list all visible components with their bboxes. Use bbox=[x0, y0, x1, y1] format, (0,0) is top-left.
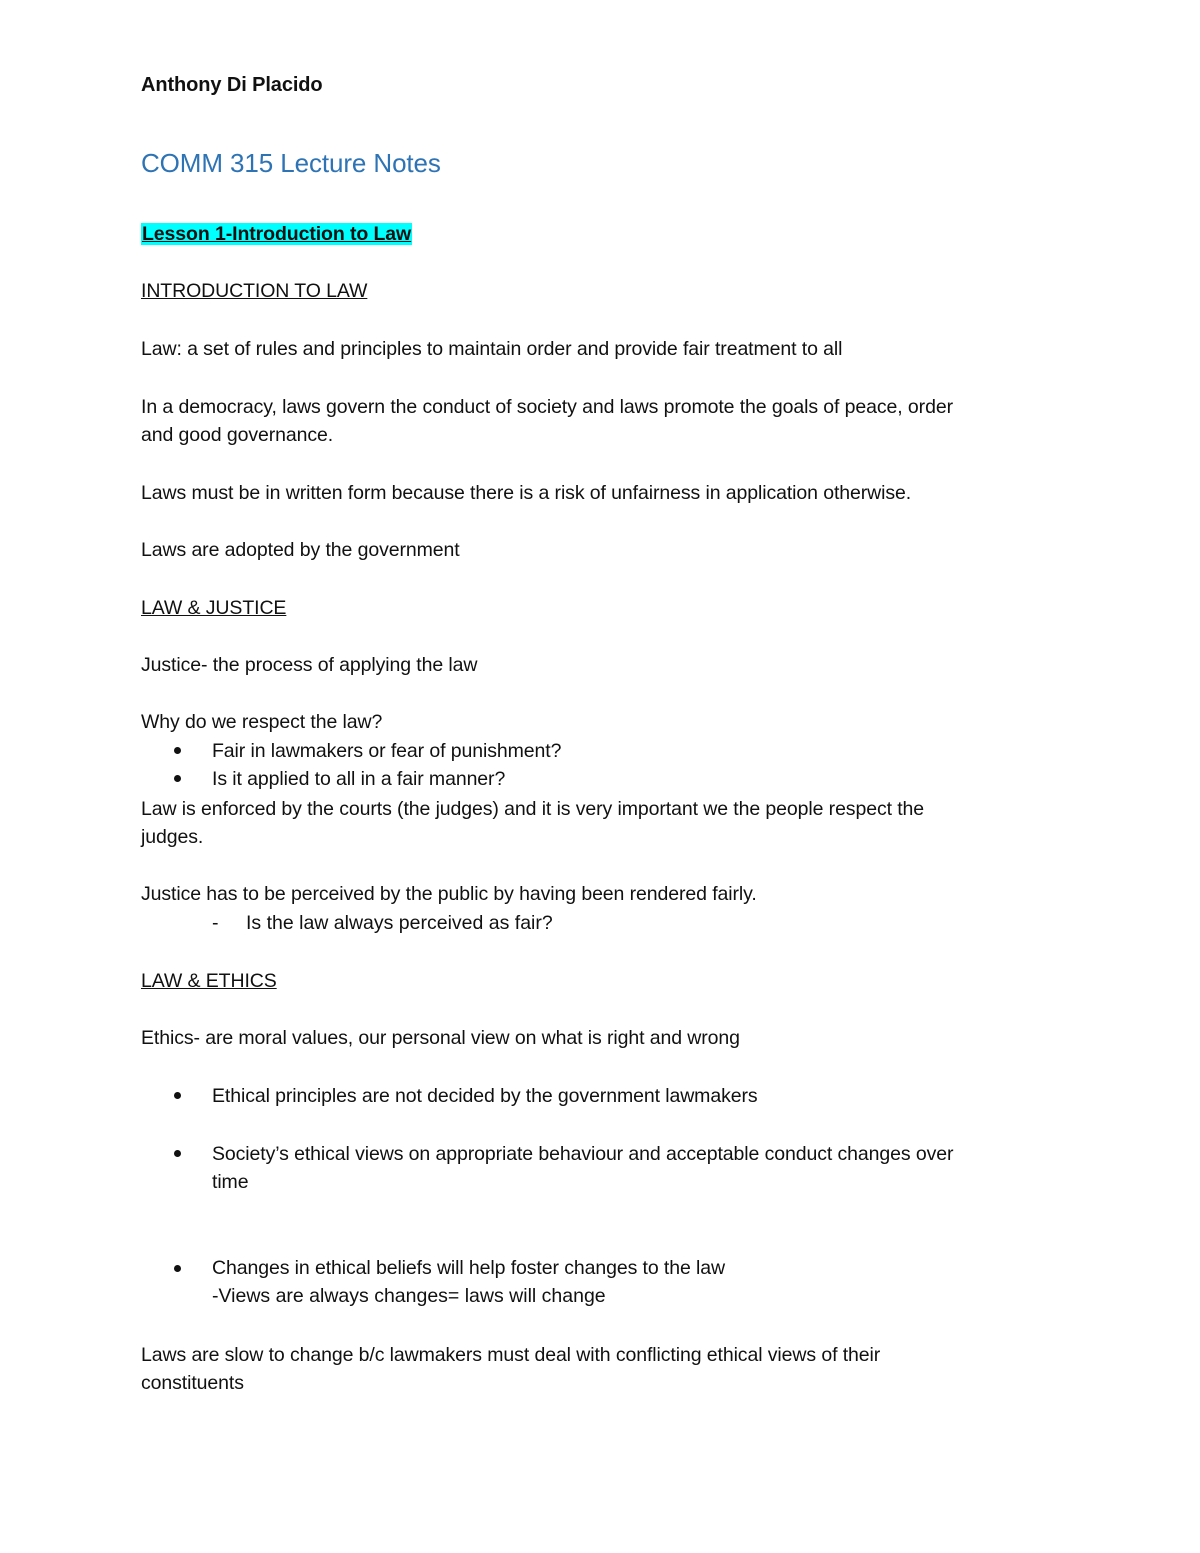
document-title: COMM 315 Lecture Notes bbox=[141, 148, 441, 178]
paragraph-slow-change-line2: constituents bbox=[141, 1372, 244, 1394]
paragraph-written-form: Laws must be in written form because there is a risk of unfairness in application otherwise. bbox=[141, 482, 912, 504]
paragraph-democracy-line1: In a democracy, laws govern the conduct of society and laws promote the goals of peace, order bbox=[141, 396, 953, 418]
paragraph-courts-line1: Law is enforced by the courts (the judges) and it is very important we the people respect the bbox=[141, 798, 925, 820]
bullet-icon bbox=[174, 1150, 181, 1157]
bullet-icon bbox=[174, 1092, 181, 1099]
list-item-society-views-line2: time bbox=[212, 1171, 249, 1193]
list-item-society-views-line1: Society’s ethical views on appropriate behaviour and acceptable conduct changes over bbox=[212, 1143, 954, 1165]
list-item-not-decided: Ethical principles are not decided by the government lawmakers bbox=[212, 1085, 758, 1107]
dash-marker: - bbox=[212, 912, 219, 934]
list-item-applied-fairly: Is it applied to all in a fair manner? bbox=[212, 768, 506, 790]
list-item-views-change: -Views are always changes= laws will change bbox=[212, 1285, 606, 1307]
section-heading-ethics: LAW & ETHICS bbox=[141, 970, 277, 992]
section-heading-introduction: INTRODUCTION TO LAW bbox=[141, 280, 368, 302]
paragraph-adopted: Laws are adopted by the government bbox=[141, 539, 460, 561]
list-item-perceived-fair: Is the law always perceived as fair? bbox=[246, 912, 553, 934]
paragraph-ethics-definition: Ethics- are moral values, our personal view on what is right and wrong bbox=[141, 1027, 740, 1049]
section-heading-justice: LAW & JUSTICE bbox=[141, 597, 287, 619]
list-item-changes-beliefs: Changes in ethical beliefs will help foster changes to the law bbox=[212, 1257, 726, 1279]
paragraph-slow-change-line1: Laws are slow to change b/c lawmakers must deal with conflicting ethical views of their bbox=[141, 1344, 881, 1366]
bullet-icon bbox=[174, 1265, 181, 1272]
list-item-fair-lawmakers: Fair in lawmakers or fear of punishment? bbox=[212, 740, 562, 762]
bullet-icon bbox=[174, 775, 181, 782]
lesson-heading-wrap bbox=[141, 220, 412, 248]
bullet-icon bbox=[174, 747, 181, 754]
paragraph-justice-definition: Justice- the process of applying the law bbox=[141, 654, 478, 676]
author-name: Anthony Di Placido bbox=[141, 74, 323, 96]
paragraph-democracy-line2: and good governance. bbox=[141, 424, 334, 446]
paragraph-perceived: Justice has to be perceived by the public by having been rendered fairly. bbox=[141, 883, 757, 905]
paragraph-courts-line2: judges. bbox=[141, 826, 204, 848]
paragraph-respect-question: Why do we respect the law? bbox=[141, 711, 383, 733]
paragraph-law-definition: Law: a set of rules and principles to maintain order and provide fair treatment to all bbox=[141, 338, 843, 360]
lesson-heading: Lesson 1-Introduction to Law bbox=[142, 223, 412, 245]
